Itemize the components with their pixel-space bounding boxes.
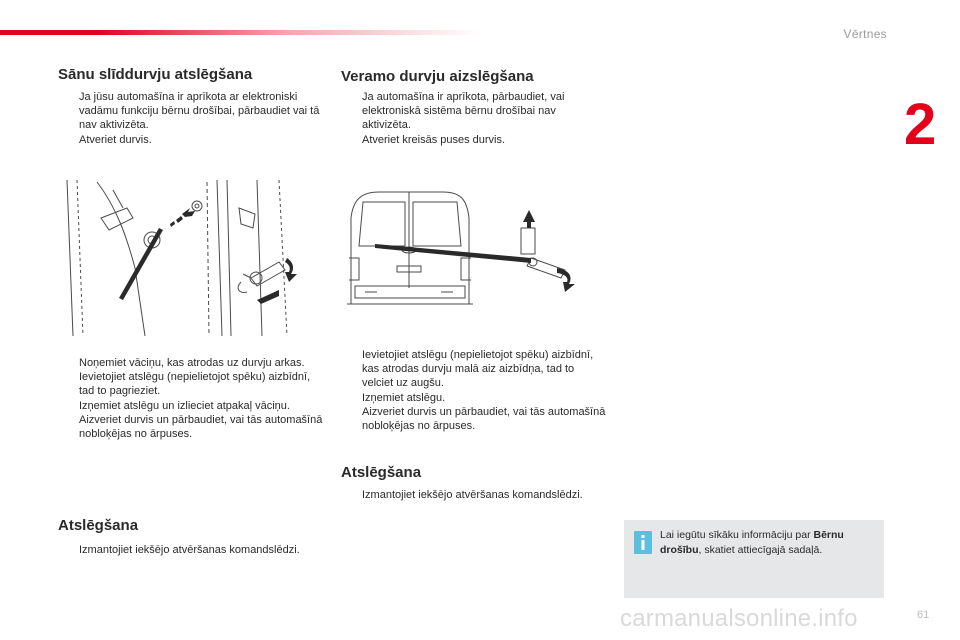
left-steps-bottom — [58, 356, 323, 441]
left-steps-top — [58, 90, 323, 147]
bullet-item — [58, 133, 323, 147]
info-note-text — [660, 528, 878, 557]
bullet-item — [58, 543, 323, 557]
bullet-text: Aizveriet durvis un pārbaudiet, vai tās automašīnā nobloķējas no ārpuses. — [362, 405, 606, 433]
left-subsection-title: Atslēgšana — [58, 517, 139, 534]
bullet-item — [341, 391, 606, 405]
bullet-text: Izņemiet atslēgu. — [362, 391, 446, 404]
bullet-item — [341, 133, 606, 147]
left-subsection-header — [58, 517, 323, 535]
rear-door-lock-illustration — [345, 188, 585, 308]
bullet-text: Aizveriet durvis un pārbaudiet, vai tās automašīnā nobloķējas no ārpuses. — [79, 413, 323, 441]
right-subsection-header — [341, 464, 606, 482]
right-steps-sub — [341, 488, 606, 502]
bullet-item — [341, 405, 606, 433]
info-icon — [634, 531, 652, 554]
bullet-item — [58, 356, 323, 370]
bullet-item — [341, 348, 606, 391]
bullet-item — [341, 90, 606, 133]
bullet-text: Ja automašīna ir aprīkota, pārbaudiet, vai elektroniskā sistēma bērnu drošībai nav aktivizēta. — [362, 91, 565, 132]
info-text-bold: Bērnu drošību — [660, 529, 844, 556]
right-subsection-title: Atslēgšana — [341, 464, 422, 481]
info-text-start: Lai iegūtu sīkāku informāciju par — [660, 529, 814, 541]
watermark: carmanualsonline.info — [620, 605, 858, 632]
bullet-list — [341, 90, 606, 147]
sliding-door-lock-illustration — [57, 178, 319, 338]
chapter-number: 2 — [904, 92, 937, 157]
bullet-text: Ievietojiet atslēgu (nepielietojot spēku) aizbīdnī, kas atrodas durvju malā aiz aizbīdņa, tad to velciet uz augšu. — [362, 349, 594, 390]
bullet-text: Ievietojiet atslēgu (nepielietojot spēku) aizbīdnī, tad to pagrieziet. — [79, 371, 311, 398]
bullet-list — [341, 488, 606, 502]
left-section-header — [58, 66, 323, 84]
bullet-text: Izņemiet atslēgu un izlieciet atpakaļ vāciņu. — [79, 399, 290, 412]
bullet-list — [58, 543, 323, 557]
bullet-text: Atveriet durvis. — [79, 133, 152, 146]
section-name: Vērtnes — [843, 27, 887, 41]
bullet-list — [58, 356, 323, 441]
bullet-item — [341, 488, 606, 502]
right-steps-bottom — [341, 348, 606, 433]
bullet-text: Atveriet kreisās puses durvis. — [362, 133, 506, 146]
bullet-item — [58, 370, 323, 398]
info-text-end: , skatiet attiecīgajā sadaļā. — [698, 543, 823, 556]
page-number: 61 — [917, 609, 930, 621]
bullet-text: Izmantojiet iekšējo atvēršanas komandslēdzi. — [362, 489, 583, 501]
header-accent-bar — [0, 30, 480, 35]
right-section-header — [341, 68, 606, 86]
bullet-text: Noņemiet vāciņu, kas atrodas uz durvju arkas. — [79, 357, 305, 369]
info-note-box — [624, 520, 884, 598]
bullet-list — [58, 90, 323, 147]
bullet-list — [341, 348, 606, 433]
bullet-item — [58, 399, 323, 413]
right-section-title: Veramo durvju aizslēgšana — [341, 68, 534, 85]
bullet-text: Izmantojiet iekšējo atvēršanas komandslēdzi. — [79, 544, 300, 556]
left-section-title: Sānu slīddurvju atslēgšana — [58, 66, 253, 83]
bullet-text: Ja jūsu automašīna ir aprīkota ar elektroniski vadāmu funkciju bērnu drošībai, pārbaudiet vai tā nav aktivizēta. — [79, 91, 320, 132]
left-steps-sub — [58, 543, 323, 557]
bullet-item — [58, 90, 323, 133]
right-steps-top — [341, 90, 606, 147]
bullet-item — [58, 413, 323, 441]
